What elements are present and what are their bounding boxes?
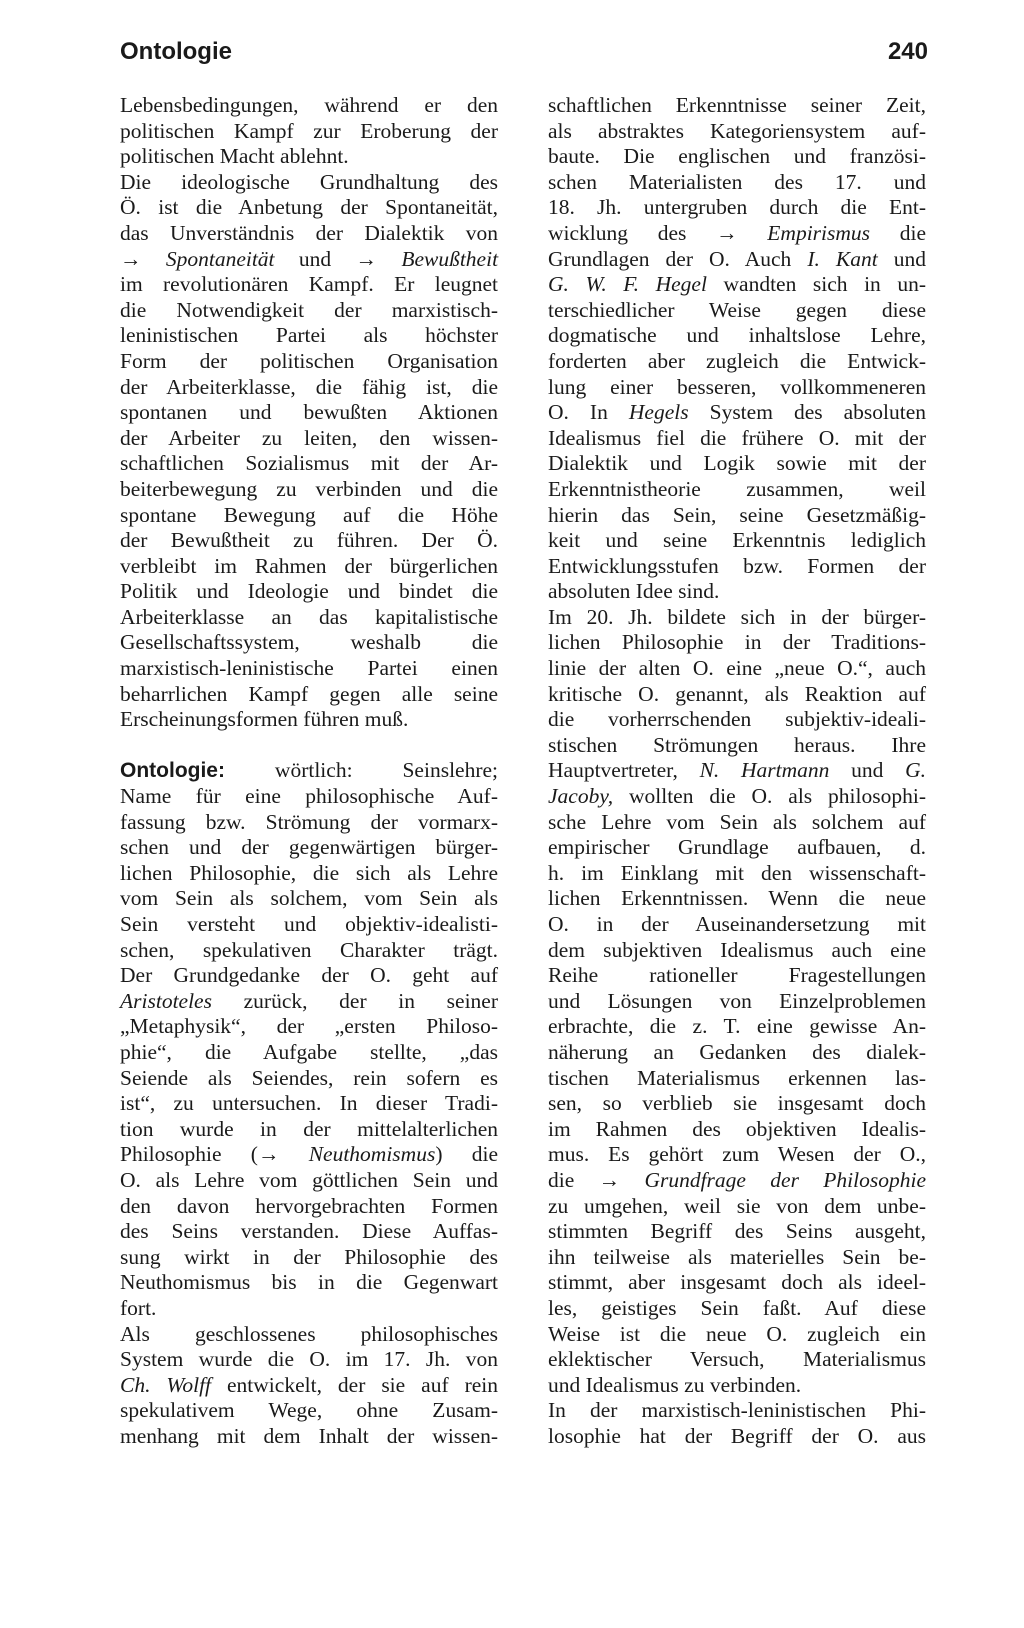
text-line: linie der alten O. eine „neue O.“, auch [548, 656, 926, 681]
cross-reference-line [548, 1168, 926, 1194]
text-line: der Arbeiterklasse, die fähig ist, die [120, 374, 498, 399]
entry-gap [120, 733, 498, 759]
text-line: System wurde die O. im 17. Jh. von [120, 1347, 498, 1372]
text-line: Form der politischen Organisation [120, 348, 498, 373]
text-line [548, 272, 926, 298]
text-line: spekulativem Wege, ohne Zusam- [120, 1398, 498, 1423]
cross-reference-bewusstheit: Bewußtheit [401, 246, 499, 271]
text-line: dogmatische und inhaltslose Lehre, [548, 323, 926, 348]
text-line: fassung bzw. Strömung der vormarx- [120, 809, 498, 834]
text-fragment: Philosophie ( [120, 1142, 258, 1167]
text-line: als abstraktes Kategoriensystem auf- [548, 118, 926, 143]
text-line: Dialektik und Logik sowie mit der [548, 451, 926, 476]
text-line: schen und der gegenwärtigen bürger- [120, 835, 498, 860]
text-line: eklektischer Versuch, Materialismus [548, 1347, 926, 1372]
text-line [120, 1373, 498, 1399]
text-line: tion wurde in der mittelalterlichen [120, 1116, 498, 1141]
text-line: schaftlichen Sozialismus mit der Ar- [120, 451, 498, 476]
page-number: 240 [887, 38, 928, 65]
text-line: baute. Die englischen und französi- [548, 144, 926, 169]
text-line: näherung an Gedanken des dialek- [548, 1039, 926, 1064]
entry-headword: Ontologie: [120, 759, 225, 783]
text-line: schen, spekulativen Charakter trägt. [120, 937, 498, 962]
cross-reference-grundfrage: Grundfrage der Philosophie [644, 1167, 926, 1192]
text-line: Seiende als Seiendes, rein sofern es [120, 1065, 498, 1090]
text-fragment: wollten die O. als philosophi- [628, 784, 926, 809]
text-line: sung wirkt in der Philosophie des [120, 1244, 498, 1269]
name-jacoby-initial: G. [905, 758, 927, 783]
arrow-icon: → [716, 220, 738, 245]
text-line: die Notwendigkeit der marxistisch- [120, 297, 498, 322]
text-line: hierin das Sein, seine Gesetzmäßig- [548, 502, 926, 527]
running-head [120, 38, 928, 78]
arrow-icon: → [257, 1142, 280, 1167]
text-line [548, 784, 926, 810]
text-line [548, 247, 926, 273]
text-line: im revolutionären Kampf. Er leugnet [120, 272, 498, 297]
arrow-icon: → [355, 246, 377, 271]
text-line: Sein versteht und objektiv-idealisti- [120, 912, 498, 936]
text-line: Name für eine philosophische Auf- [120, 784, 498, 809]
name-jacoby: Jacoby, [548, 784, 614, 809]
text-line: die vorherrschenden subjektiv-ideali- [548, 707, 926, 732]
text-line: marxistisch-leninistische Partei einen [120, 656, 498, 681]
text-line: Gesellschaftssystem, weshalb die [120, 630, 498, 655]
text-line: O. in der Auseinandersetzung mit [548, 912, 926, 936]
text-line: im Rahmen des objektiven Idealis- [548, 1116, 926, 1141]
text-line: lichen Philosophie in der Traditions- [548, 630, 926, 655]
text-line: „Metaphysik“, der „ersten Philoso- [120, 1014, 498, 1039]
text-line: spontane Bewegung auf die Höhe [120, 502, 498, 527]
text-line: der Arbeiter zu leiten, den wissen- [120, 425, 498, 450]
entry-first-line [120, 758, 498, 784]
text-line: Politik und Ideologie und bindet die [120, 579, 498, 604]
text-line [548, 400, 926, 426]
text-line: beharrlichen Kampf gegen alle seine [120, 681, 498, 706]
text-line: ihn teilweise als materielles Sein be- [548, 1244, 926, 1269]
text-fragment: Hauptvertreter, [548, 758, 678, 783]
text-line [548, 758, 926, 784]
text-line: der Bewußtheit zu führen. Der Ö. [120, 528, 498, 553]
text-line: spontanen und bewußten Aktionen [120, 400, 498, 425]
text-fragment: wörtlich: Seinslehre; [274, 758, 499, 783]
text-fragment: System des absoluten [709, 400, 927, 425]
text-fragment: wandten sich in un- [723, 272, 926, 297]
name-aristoteles: Aristoteles [120, 988, 212, 1013]
text-line: losophie hat der Begriff der O. aus [548, 1423, 926, 1448]
text-line: Neuthomismus bis in die Gegenwart [120, 1270, 498, 1295]
text-line: Im 20. Jh. bildete sich in der bürger- [548, 604, 926, 629]
text-fragment: O. In [548, 400, 608, 425]
text-line: empirischer Grundlage aufbauen, d. [548, 835, 926, 860]
text-fragment: zurück, der in seiner [243, 988, 499, 1013]
text-fragment: ) die [435, 1142, 498, 1167]
text-line: lung einer besseren, vollkommeneren [548, 374, 926, 399]
text-line: stimmt, aber insgesamt doch als ideel- [548, 1270, 926, 1295]
text-line: h. im Einklang mit den wissenschaft- [548, 860, 926, 885]
arrow-icon: → [120, 246, 142, 271]
text-line: phie“, die Aufgabe stellte, „das [120, 1039, 498, 1064]
text-fragment: wicklung des [548, 220, 687, 245]
text-line: und Lösungen von Einzelproblemen [548, 988, 926, 1013]
text-line: Idealismus fiel die frühere O. mit der [548, 425, 926, 450]
text-line: das Unverständnis der Dialektik von [120, 220, 498, 245]
text-line: und Idealismus zu verbinden. [548, 1372, 802, 1397]
name-hartmann: N. Hartmann [699, 758, 830, 783]
arrow-icon: → [598, 1167, 621, 1192]
text-line: fort. [120, 1295, 157, 1320]
text-line: dem subjektiven Idealismus auch eine [548, 937, 926, 962]
text-line: mus. Es gehört zum Wesen der O., [548, 1142, 926, 1167]
text-line: leninistischen Partei als höchster [120, 323, 498, 348]
text-line [120, 989, 498, 1015]
text-line: O. als Lehre vom göttlichen Sein und [120, 1167, 498, 1192]
text-line: Arbeiterklasse an das kapitalistische [120, 604, 498, 629]
text-line: vom Sein als solchem, vom Sein als [120, 886, 498, 911]
cross-reference-line [120, 1142, 498, 1168]
text-line: 18. Jh. untergruben durch die Ent- [548, 195, 926, 220]
text-line: Entwicklungsstufen bzw. Formen der [548, 553, 926, 578]
right-column [548, 93, 926, 1449]
text-line: Reihe rationeller Fragestellungen [548, 963, 926, 988]
text-fragment: und [851, 758, 884, 783]
text-line: forderten aber zugleich die Entwick- [548, 348, 926, 373]
text-line: lichen Philosophie, die sich als Lehre [120, 860, 498, 885]
text-line: Als geschlossenes philosophisches [120, 1321, 498, 1346]
text-line: terschiedlicher Weise gegen diese [548, 297, 926, 322]
text-line: sen, so verblieb sie insgesamt doch [548, 1091, 926, 1116]
text-line: kritische O. genannt, als Reaktion auf [548, 681, 926, 706]
text-fragment: entwickelt, der sie auf rein [227, 1372, 499, 1397]
text-line: schen Materialisten des 17. und [548, 169, 926, 194]
text-line: Die ideologische Grundhaltung des [120, 169, 498, 194]
cross-reference-spontaneitaet: Spontaneität [165, 246, 275, 271]
text-line: lichen Erkenntnissen. Wenn die neue [548, 886, 926, 911]
text-line: des Seins verstanden. Diese Auffas- [120, 1219, 498, 1244]
text-line: ist“, zu untersuchen. In dieser Tradi- [120, 1091, 498, 1116]
text-fragment: und [298, 246, 332, 271]
name-hegels: Hegels [628, 400, 689, 425]
left-column [120, 93, 498, 1449]
text-line: Erkenntnistheorie zusammen, weil [548, 476, 926, 501]
text-line: zu umgehen, weil sie von dem unbe- [548, 1193, 926, 1218]
text-fragment: die [548, 1167, 575, 1192]
text-line: den davon hervorgebrachten Formen [120, 1193, 498, 1218]
text-line: schaftlichen Erkenntnisse seiner Zeit, [548, 93, 926, 117]
running-head-title: Ontologie [120, 38, 232, 65]
text-line: tischen Materialismus erkennen las- [548, 1065, 926, 1090]
cross-reference-line [548, 221, 926, 247]
text-line: In der marxistisch-leninistischen Phi- [548, 1398, 926, 1423]
text-line: Erscheinungsformen führen muß. [120, 707, 409, 732]
text-line: keit und seine Erkenntnis lediglich [548, 528, 926, 553]
text-line: menhang mit dem Inhalt der wissen- [120, 1423, 498, 1448]
text-line: stimmten Begriff des Seins ausgeht, [548, 1219, 926, 1244]
name-kant: I. Kant [807, 246, 878, 271]
cross-reference-line [120, 247, 498, 273]
text-fragment: Grundlagen der O. Auch [548, 246, 792, 271]
text-line: verbleibt im Rahmen der bürgerlichen [120, 553, 498, 578]
text-line: Lebensbedingungen, während er den [120, 93, 498, 117]
text-line: stischen Strömungen heraus. Ihre [548, 732, 926, 757]
text-fragment: die [899, 220, 926, 245]
text-line: absoluten Idee sind. [548, 579, 720, 604]
text-fragment: und [893, 246, 926, 271]
name-hegel: G. W. F. Hegel [548, 272, 707, 297]
text-line: les, geistiges Sein faßt. Auf diese [548, 1295, 926, 1320]
text-line: politischen Kampf zur Eroberung der [120, 118, 498, 143]
text-line: politischen Macht ablehnt. [120, 144, 349, 169]
text-line: Ö. ist die Anbetung der Spontaneität, [120, 195, 498, 220]
cross-reference-neuthomismus: Neuthomismus [308, 1142, 436, 1167]
text-line: erbrachte, die z. T. eine gewisse An- [548, 1014, 926, 1039]
text-line: sche Lehre vom Sein als solchem auf [548, 809, 926, 834]
name-wolff: Ch. Wolff [120, 1372, 212, 1397]
text-line: Der Grundgedanke der O. geht auf [120, 963, 498, 988]
text-line: beiterbewegung zu verbinden und die [120, 476, 498, 501]
text-line: Weise ist die neue O. zugleich ein [548, 1321, 926, 1346]
cross-reference-empirismus: Empirismus [767, 220, 871, 245]
